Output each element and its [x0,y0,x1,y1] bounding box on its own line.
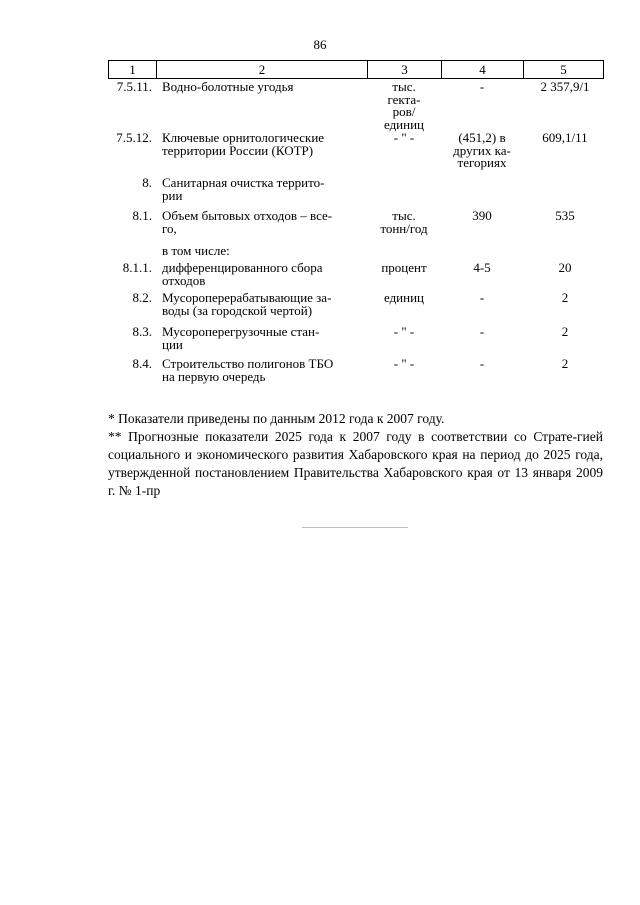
row-col5: 2 [561,290,569,305]
row-col4: 390 [472,208,492,223]
col4-line: (451,2) в [458,130,506,145]
row-name-line: отходов [162,272,206,288]
row-name [156,326,367,358]
header-cell-2: 2 [157,61,368,79]
table-row [108,177,603,210]
row-name-line: дифференцированного сбора [162,260,323,275]
row-name-line: территории России (КОТР) [162,142,314,158]
row-col5: 2 [561,356,569,371]
row-name-line: Мусороперерабатывающие за- [162,290,332,305]
row-number: 8.3. [132,324,152,339]
row-col4: - [479,290,485,305]
row-unit [367,81,441,132]
row-name: в том числе: [162,243,230,258]
row-col4: 4-5 [473,260,491,275]
row-name-line: Санитарная очистка террито- [162,175,325,190]
row-col5: 2 [561,324,569,339]
unit-line: тонн/год [380,220,428,236]
row-unit: - " - [393,130,415,145]
row-number: 8. [142,175,152,190]
row-col4: - [479,79,485,94]
row-name-line: Объем бытовых отходов – все- [162,208,333,223]
table-header [108,60,604,79]
table-row [108,358,603,388]
row-name-line: го, [162,220,177,236]
row-unit: - " - [393,356,415,371]
row-col5: 2 357,9/1 [540,79,590,94]
row-number: 7.5.12. [116,130,152,145]
row-number: 8.1.1. [122,260,152,275]
row-name [156,81,367,132]
unit-line: тыс. [392,79,416,94]
row-name-line: ции [162,336,183,352]
row-name [156,292,367,326]
header-row [109,61,604,79]
table-row [108,132,603,177]
separator-line [302,527,408,528]
header-cell-4: 4 [442,61,524,79]
row-name [156,358,367,388]
footnote: ** Прогнозные показатели 2025 года к 2007 году в соответствии со Страте-гией социального и экономического развития Хабаровского края на период до 2025 года, утвержденной постановлением Правительства Хабаровского края от 13 января 2009 г. № 1-пр [108,429,603,498]
table-row [108,292,603,326]
row-number: 8.2. [132,290,152,305]
row-name [156,262,367,292]
unit-line: тыс. [392,208,416,223]
row-col4 [441,132,523,177]
row-col5: 20 [558,260,572,275]
col4-line: других ка- [453,142,511,158]
table-row [108,81,603,132]
row-unit: - " - [393,324,415,339]
row-unit: процент [381,260,427,275]
table-body [108,81,603,388]
row-unit: единиц [383,290,425,305]
page-number: 86 [313,37,327,52]
row-unit [367,177,441,210]
row-col5 [523,177,603,210]
row-col4: - [479,324,485,339]
table-row [108,210,603,245]
row-name-line: рии [162,187,183,203]
row-name [156,177,367,210]
row-name-line: воды (за городской чертой) [162,302,313,318]
header-cell-1: 1 [109,61,157,79]
unit-line: гекта- [387,91,421,107]
header-cell-3: 3 [368,61,442,79]
row-col4 [441,177,523,210]
row-number: 8.1. [132,208,152,223]
row-number: 7.5.11. [116,79,152,94]
footnotes [108,410,603,500]
row-name [156,132,367,177]
table-row [108,326,603,358]
row-col4: - [479,356,485,371]
row-col5: 535 [555,208,575,223]
row-col5: 609,1/11 [542,130,588,145]
row-number: 8.4. [132,356,152,371]
row-name-line: Ключевые орнитологические [162,130,325,145]
header-cell-5: 5 [524,61,604,79]
row-name-line: Строительство полигонов ТБО [162,356,334,371]
row-name-line: на первую очередь [162,368,266,384]
row-name [156,210,367,245]
col4-line: тегориях [457,155,507,170]
unit-line: единиц [383,116,425,132]
table-row [108,262,603,292]
row-name-line: Водно-болотные угодья [162,79,294,94]
row-name-line: Мусороперегрузочные стан- [162,324,320,339]
footnote: * Показатели приведены по данным 2012 года к 2007 году. [108,411,445,426]
unit-line: ров/ [392,104,416,119]
row-unit [367,210,441,245]
